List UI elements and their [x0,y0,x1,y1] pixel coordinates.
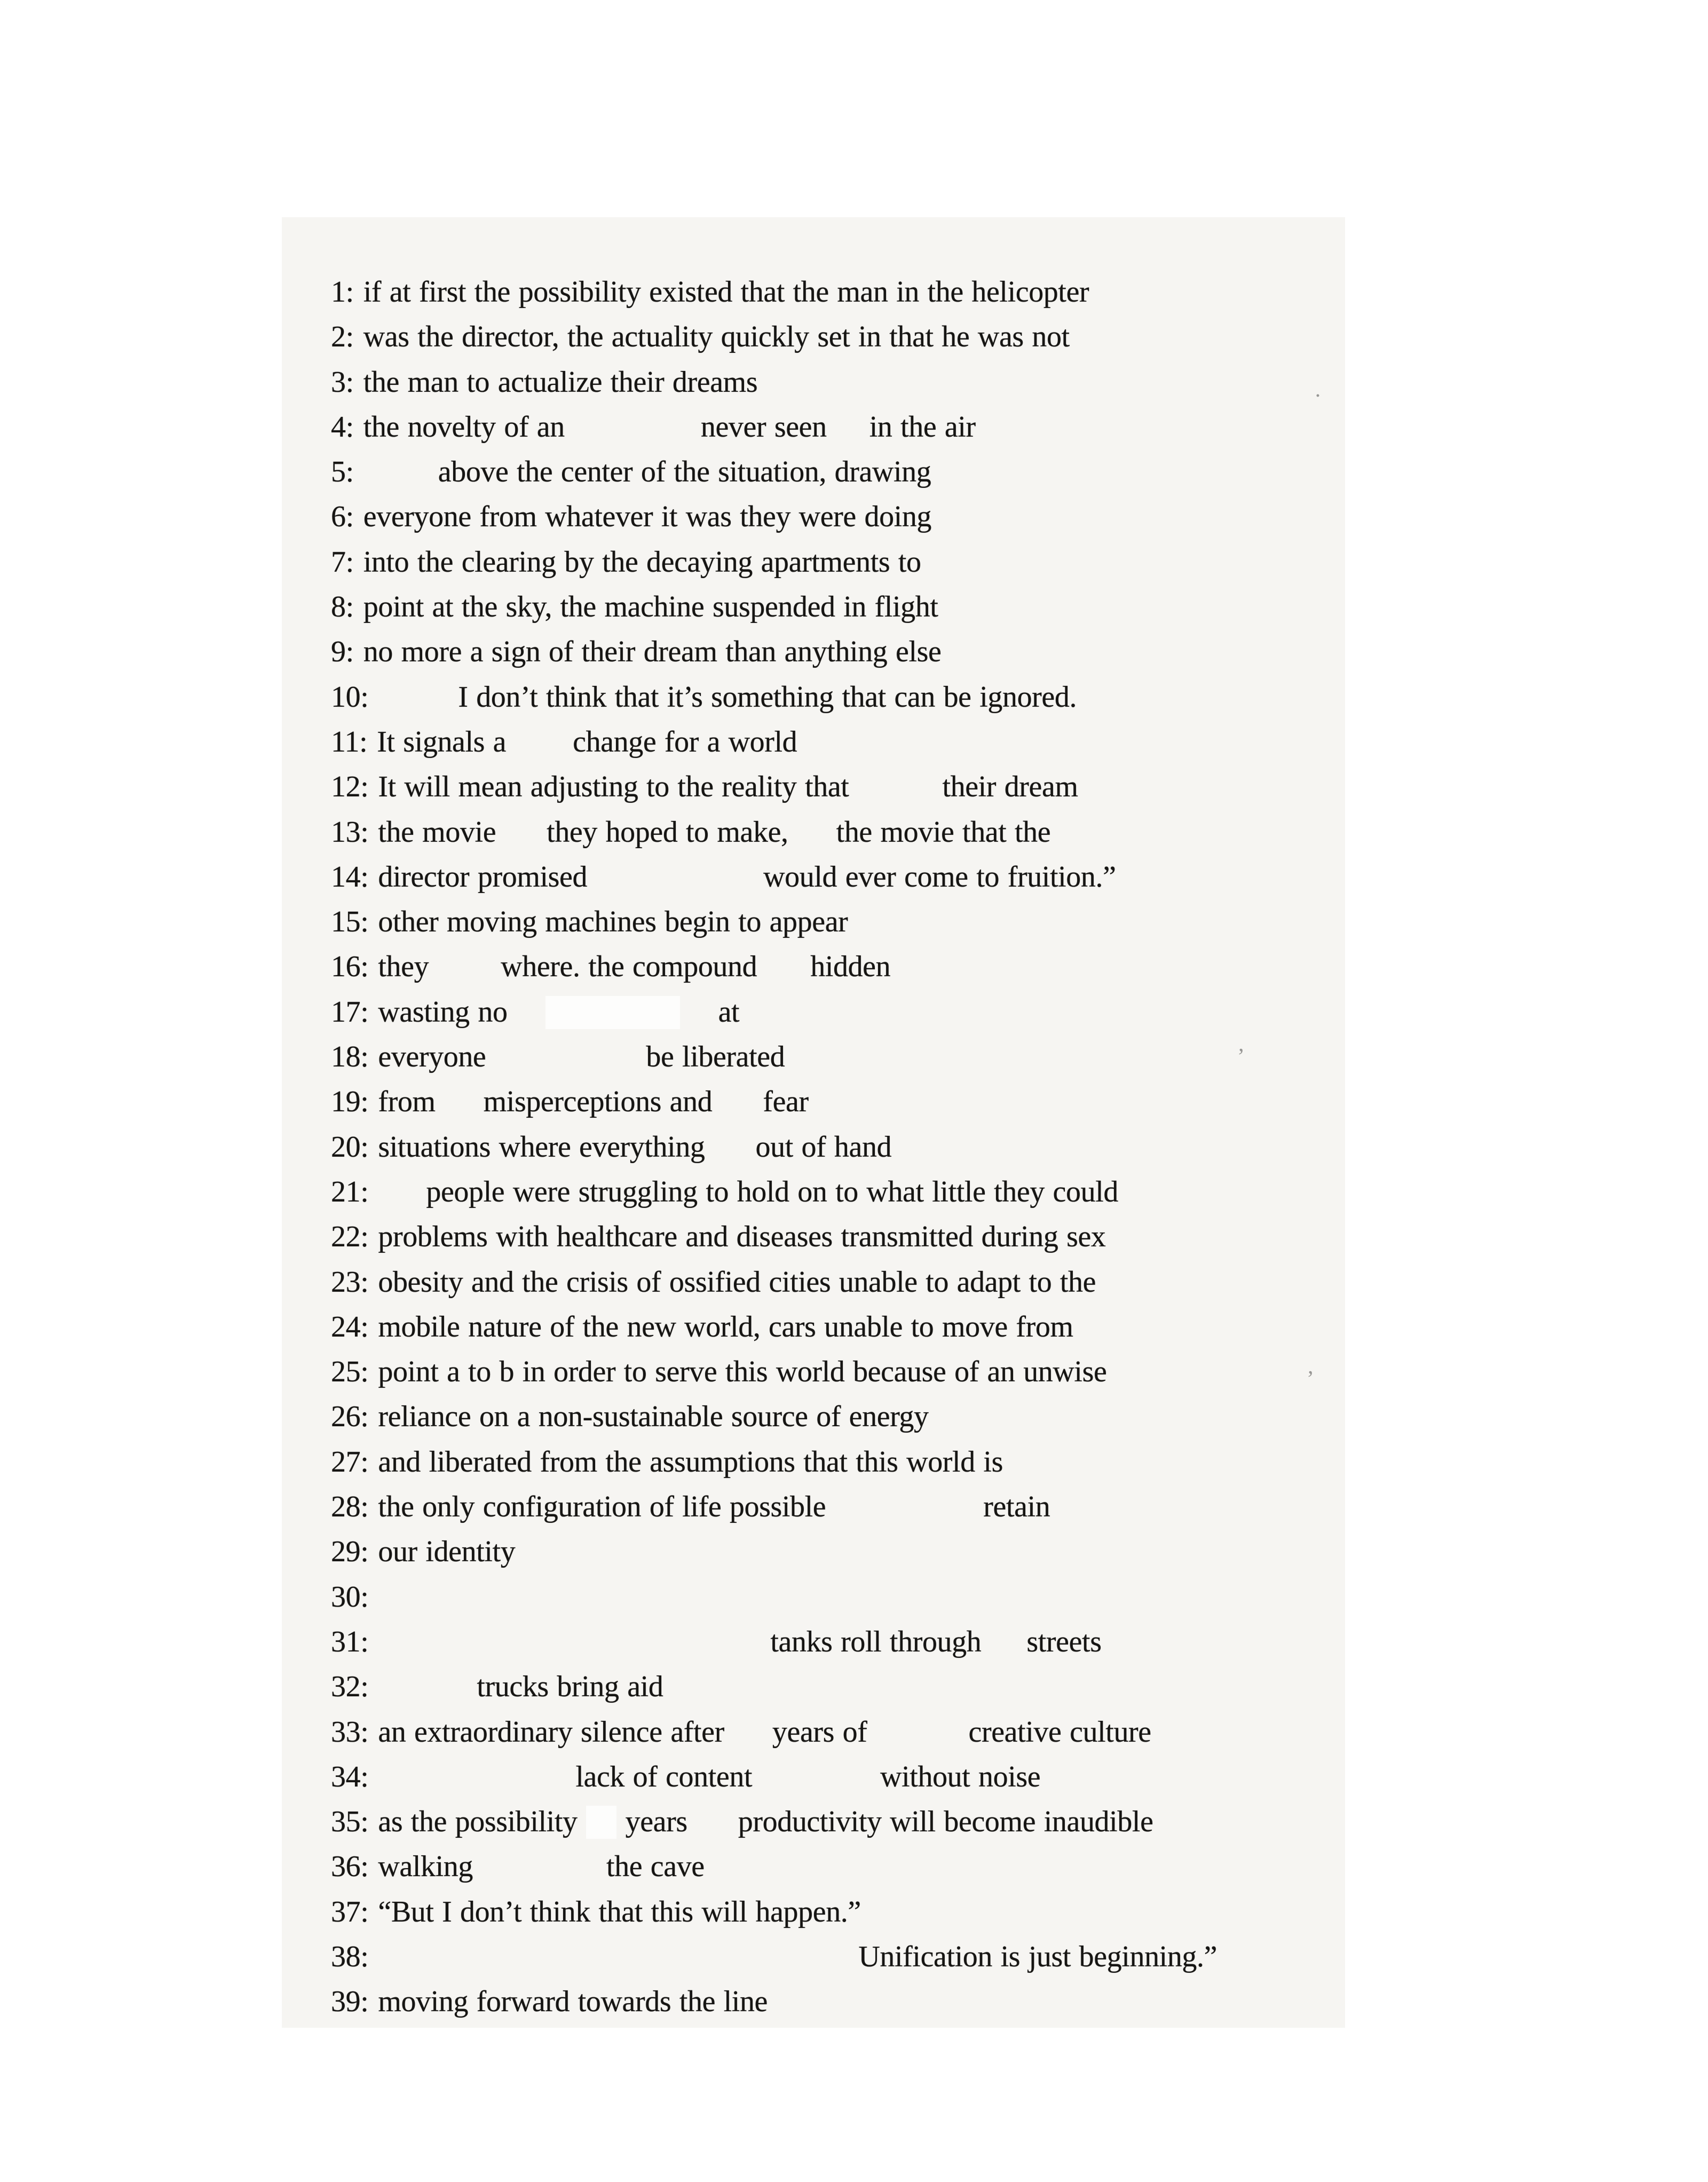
line-number: 4: [331,410,354,444]
poem-line [331,899,1217,944]
poem-line [331,1394,1217,1439]
line-number: 19: [331,1085,369,1119]
line-number: 2: [331,320,354,354]
text-segment: they [378,950,429,984]
text-segment: everyone from whatever it was they were doing [363,500,932,534]
poem-line [331,1710,1217,1754]
text-segment: moving forward towards the line [378,1985,768,2019]
line-number: 11: [331,725,368,758]
text-segment: the only configuration of life possible [378,1490,826,1524]
line-number: 30: [331,1580,369,1614]
text-segment: retain [983,1490,1050,1524]
text-segment: at [718,995,740,1029]
text-segment: without noise [880,1760,1041,1793]
line-number: 38: [331,1940,369,1973]
text-segment: out of hand [755,1130,892,1164]
text-segment: they hoped to make, [547,815,788,849]
poem-line [331,810,1217,855]
text-segment: productivity will become inaudible [738,1805,1153,1839]
erasure-gap-whiteout [508,1021,718,1022]
poem-line [331,1214,1217,1259]
erasure-gap [496,841,547,842]
erasure-gap [587,886,763,887]
text-segment: everyone [378,1040,486,1074]
text-segment: from [378,1085,436,1119]
text-segment: if at first the possibility existed that the man in the helicopter [363,275,1089,309]
text-segment: as the possibility [378,1805,578,1839]
text-segment: tanks roll through [770,1625,982,1658]
poem-line [331,1125,1217,1169]
line-number: 14: [331,860,369,894]
poem-line [331,360,1217,405]
text-segment: no more a sign of their dream than anything else [363,635,942,669]
text-segment: hidden [810,950,891,984]
poem-line [331,1575,1217,1619]
poem-line [331,1619,1217,1664]
erasure-gap [867,1741,969,1742]
line-number: 23: [331,1265,369,1299]
line-number: 15: [331,905,369,939]
text-segment: “But I don’t think that this will happen.” [378,1895,861,1928]
line-number: 18: [331,1040,369,1074]
line-number: 29: [331,1535,369,1569]
text-segment: years of [772,1715,867,1749]
text-segment: was the director, the actuality quickly set in that he was not [363,320,1070,354]
text-segment: mobile nature of the new world, cars unable to move from [378,1310,1073,1343]
line-number: 34: [331,1760,369,1793]
text-segment: point at the sky, the machine suspended in flight [363,590,938,624]
poem-line [331,1305,1217,1349]
poem-line [331,449,1217,494]
text-segment: walking [378,1850,473,1884]
scan-speck: · [1314,384,1322,408]
poem-line [331,764,1217,809]
poem-line [331,1484,1217,1529]
erasure-gap [506,751,573,752]
poem-line [331,1664,1217,1709]
line-number: 32: [331,1670,369,1704]
scan-speck: ’ [1237,1045,1245,1069]
text-segment: their dream [942,770,1078,804]
erasure-gap [705,1156,756,1157]
poem-line [331,629,1217,674]
line-number: 9: [331,635,354,669]
poem-line [331,944,1217,989]
text-segment: the movie [378,815,496,849]
poem-line [331,1169,1217,1214]
poem-line [331,720,1217,764]
text-segment: the novelty of an [363,410,565,444]
text-segment: Unification is just beginning.” [858,1940,1217,1973]
line-number: 33: [331,1715,369,1749]
poem-line [331,1260,1217,1305]
line-number: 8: [331,590,354,624]
line-number: 6: [331,500,354,534]
text-segment: misperceptions and [483,1085,713,1119]
erasure-gap [565,436,701,437]
line-number: 7: [331,545,354,579]
poem-line [331,1529,1217,1574]
line-number: 10: [331,680,369,714]
line-number: 12: [331,770,369,804]
poem-line [331,990,1217,1034]
erasure-gap [827,436,869,437]
line-number: 26: [331,1400,369,1434]
text-segment: It will mean adjusting to the reality that [378,770,849,804]
poem-line [331,270,1217,314]
text-segment: the man to actualize their dreams [363,365,758,399]
line-number: 21: [331,1175,369,1208]
text-segment: trucks bring aid [477,1670,663,1704]
text-segment: never seen [700,410,827,444]
text-segment: problems with healthcare and diseases transmitted during sex [378,1220,1106,1254]
text-segment: wasting no [378,995,508,1029]
line-number: 20: [331,1130,369,1164]
text-segment: streets [1026,1625,1102,1658]
poem-line [331,314,1217,359]
line-number: 1: [331,275,354,309]
poem [331,270,1217,2025]
erasure-gap [378,706,458,707]
line-number: 22: [331,1220,369,1254]
poem-line [331,675,1217,720]
poem-line [331,1754,1217,1799]
poem-line [331,494,1217,539]
text-segment: above the center of the situation, drawing [438,455,931,489]
poem-line [331,1349,1217,1394]
poem-line [331,855,1217,899]
poem-line [331,540,1217,584]
text-segment: point a to b in order to serve this world because of an unwise [378,1355,1107,1389]
poem-line [331,1079,1217,1124]
erasure-gap [724,1741,772,1742]
line-number: 31: [331,1625,369,1658]
line-number: 28: [331,1490,369,1524]
text-segment: would ever come to fruition.” [763,860,1116,894]
text-segment: our identity [378,1535,516,1569]
text-segment: in the air [869,410,976,444]
text-segment: creative culture [968,1715,1151,1749]
erasure-gap [788,841,836,842]
line-number: 36: [331,1850,369,1884]
poem-line [331,1440,1217,1484]
line-number: 24: [331,1310,369,1343]
text-segment: people were struggling to hold on to what little they could [426,1175,1118,1208]
line-number: 5: [331,455,354,489]
line-number: 13: [331,815,369,849]
text-segment: the cave [606,1850,705,1884]
line-number: 16: [331,950,369,984]
line-number: 3: [331,365,354,399]
poem-line [331,584,1217,629]
poem-line [331,1034,1217,1079]
text-segment: change for a world [573,725,797,758]
text-segment: years [625,1805,687,1839]
line-number: 25: [331,1355,369,1389]
text-segment: I don’t think that it’s something that can be ignored. [458,680,1077,714]
line-number: 37: [331,1895,369,1928]
line-number: 27: [331,1445,369,1479]
scan-speck: ’ [1307,1367,1314,1392]
text-segment: It signals a [377,725,507,758]
poem-line [331,405,1217,449]
text-segment: director promised [378,860,588,894]
text-segment: reliance on a non-sustainable source of energy [378,1400,929,1434]
text-segment: and liberated from the assumptions that this world is [378,1445,1003,1479]
text-segment: lack of content [575,1760,753,1793]
line-number: 35: [331,1805,369,1839]
poem-line [331,1844,1217,1889]
text-segment: fear [763,1085,809,1119]
poem-line [331,1979,1217,2024]
text-segment: into the clearing by the decaying apartments to [363,545,921,579]
line-number: 17: [331,995,369,1029]
text-segment: be liberated [646,1040,785,1074]
text-segment: where. the compound [501,950,757,984]
line-number: 39: [331,1985,369,2019]
poem-line [331,1890,1217,1934]
text-segment: situations where everything [378,1130,705,1164]
text-segment: an extraordinary silence after [378,1715,724,1749]
text-segment: other moving machines begin to appear [378,905,848,939]
text-segment: obesity and the crisis of ossified cities unable to adapt to the [378,1265,1096,1299]
text-segment: the movie that the [836,815,1051,849]
poem-line [331,1934,1217,1979]
poem-line [331,1799,1217,1844]
